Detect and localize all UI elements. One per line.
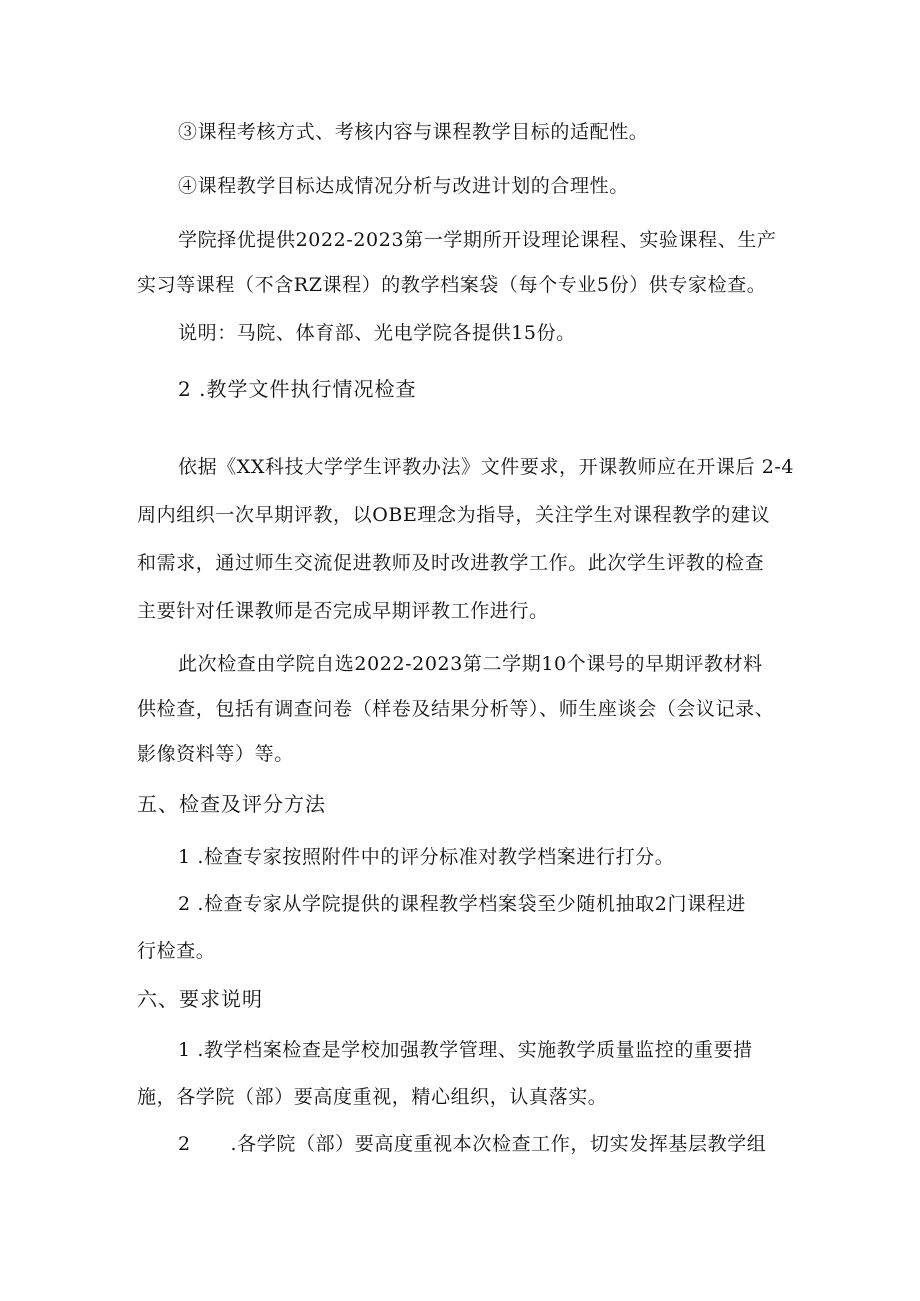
paragraph-line: 此次检查由学院自选2022-2023第二学期10个课号的早期评教材料 (178, 653, 763, 675)
list-item-continuation: 行检查。 (137, 940, 216, 962)
section-heading: 六、要求说明 (137, 987, 263, 1011)
subsection-heading: 2 .教学文件执行情况检查 (178, 377, 417, 401)
list-item: 2 .各学院（部）要高度重视本次检查工作，切实发挥基层教学组 (178, 1133, 767, 1155)
criterion-3-text: ③课程考核方式、考核内容与课程教学目标的适配性。 (178, 121, 649, 143)
paragraph-line: 和需求，通过师生交流促进教师及时改进教学工作。此次学生评教的检查 (137, 552, 765, 574)
paragraph-line: 学院择优提供2022-2023第一学期所开设理论课程、实验课程、生产 (178, 229, 777, 251)
list-item: 1 .检查专家按照附件中的评分标准对教学档案进行打分。 (178, 846, 675, 868)
paragraph-line: 实习等课程（不含RZ课程）的教学档案袋（每个专业5份）供专家检查。 (137, 274, 767, 296)
list-item: 2 .检查专家从学院提供的课程教学档案袋至少随机抽取2门课程进 (178, 893, 746, 915)
paragraph-line: 周内组织一次早期评教，以OBE理念为指导，关注学生对课程教学的建议 (137, 504, 771, 526)
paragraph-line: 供检查，包括有调查问卷（样卷及结果分析等）、师生座谈会（会议记录、 (137, 698, 775, 720)
paragraph-line: 依据《XX科技大学学生评教办法》文件要求，开课教师应在开课后 2-4 (178, 456, 795, 478)
note-text: 说明：马院、体育部、光电学院各提供15份。 (178, 322, 576, 344)
criterion-4-text: ④课程教学目标达成情况分析与改进计划的合理性。 (178, 175, 629, 197)
list-item: 1 .教学档案检查是学校加强教学管理、实施教学质量监控的重要措 (178, 1039, 753, 1061)
list-item-continuation: 施，各学院（部）要高度重视，精心组织，认真落实。 (137, 1086, 608, 1108)
paragraph-line: 影像资料等）等。 (137, 743, 294, 765)
section-heading: 五、检查及评分方法 (137, 792, 326, 816)
paragraph-line: 主要针对任课教师是否完成早期评教工作进行。 (137, 600, 549, 622)
